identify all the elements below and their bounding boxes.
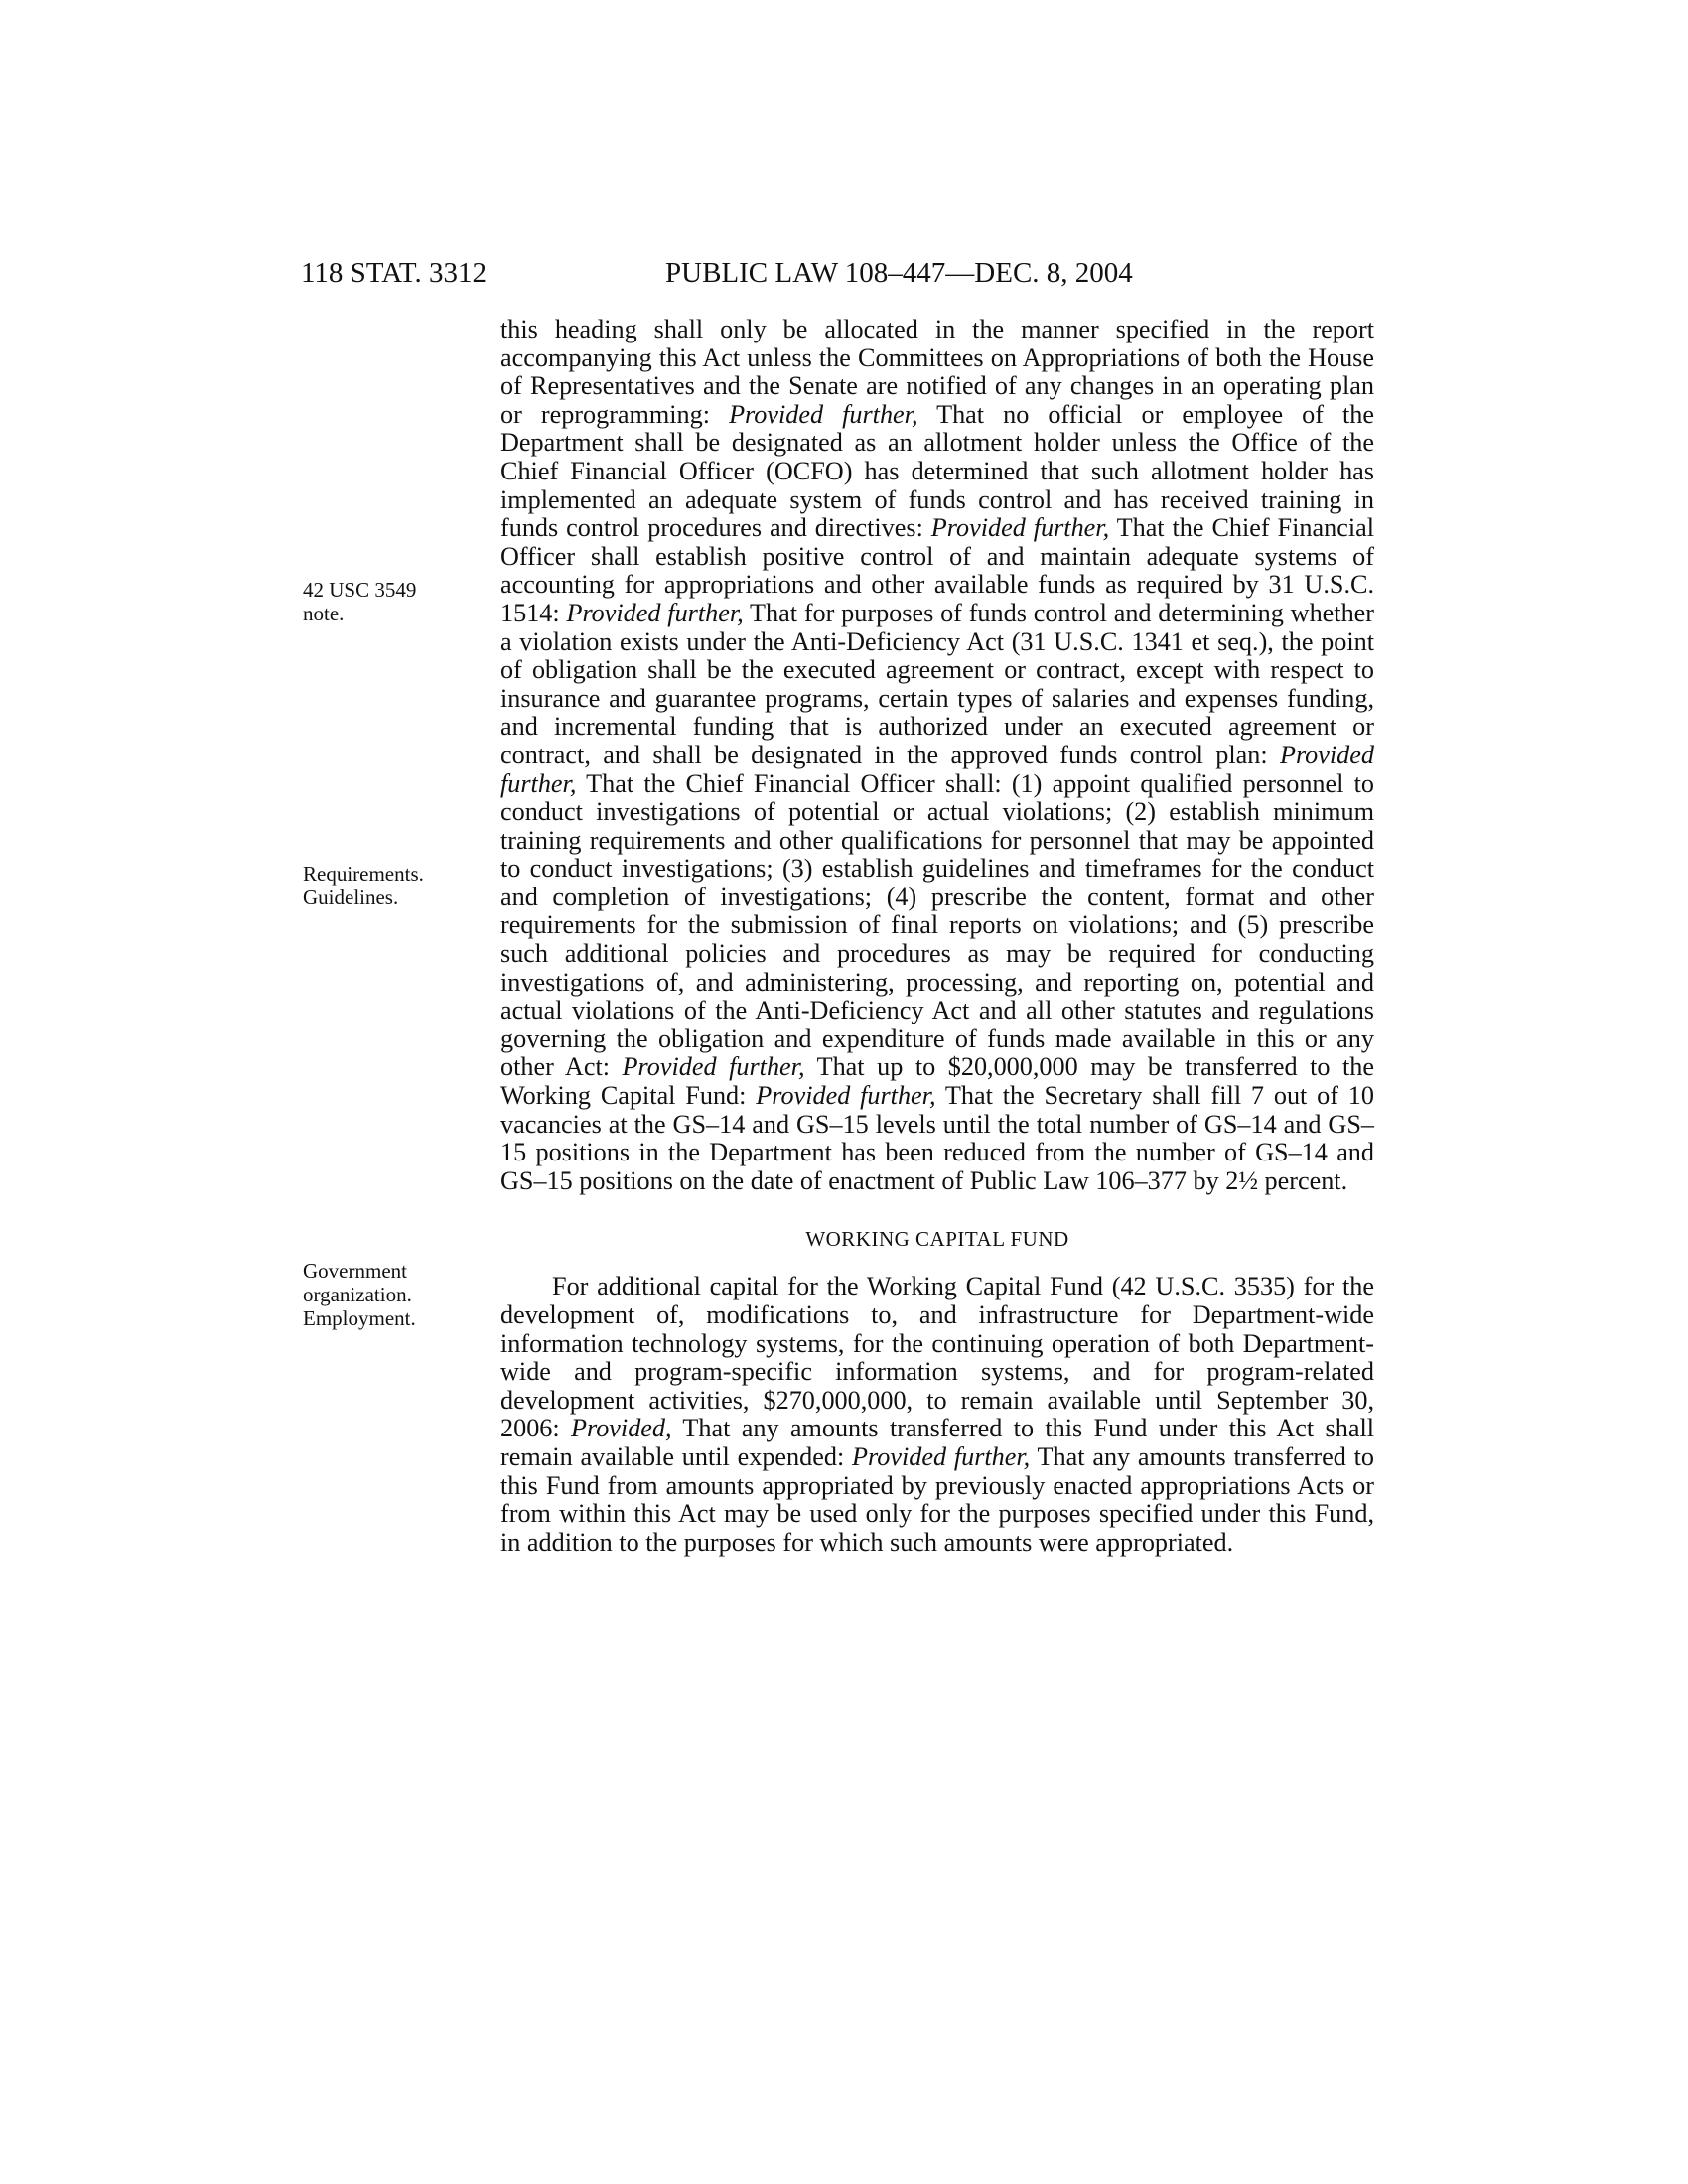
running-head xyxy=(0,253,1688,293)
proviso: Provided further, xyxy=(500,740,1374,798)
margin-note-line: 42 USC 3549 xyxy=(303,578,417,602)
text-run: That up to $20,000,000 may be transferred to the Working Capital Fund: xyxy=(500,1052,1374,1111)
statute-page-number: 118 STAT. 3312 xyxy=(301,257,487,289)
text-run: this heading shall only be allocated in the manner specified in the report accompanying this Act unless the Committees on Appropriations of both the House of Representatives and the Senate are notified of any changes in an operating plan or reprogramming: xyxy=(500,315,1374,429)
proviso: Provided further, xyxy=(756,1081,936,1111)
proviso: Provided further, xyxy=(729,399,918,429)
proviso: Provided further, xyxy=(930,513,1110,543)
margin-note-government xyxy=(303,1259,462,1330)
margin-note-line: Requirements. xyxy=(303,862,424,886)
text-run: That any amounts transferred to this Fund from amounts appropriated by previously enacted appropriations Acts or from within this Act may be used only for the purposes specified under this Fund, in addition to the purposes for which such amounts were appropriated. xyxy=(500,1441,1375,1557)
margin-note-line: organization. xyxy=(303,1283,412,1306)
margin-notes xyxy=(303,0,462,2184)
proviso: Provided further, xyxy=(852,1441,1031,1471)
text-run: That the Chief Financial Officer shall establish positive control of and maintain adequate systems of accounting for appropriations and other available funds as required by 31 U.S.C. 1514: xyxy=(500,513,1375,627)
proviso: Provided further, xyxy=(622,1052,805,1082)
margin-note-line: Government xyxy=(303,1259,407,1283)
text-run: That no official or employee of the Department shall be designated as an allotment holder unless the Office of the Chief Financial Officer (OCFO) has determined that such allotment holder has implemented an adequate system of funds control and has received training in funds control procedures and directives: xyxy=(500,399,1375,543)
text-run: For additional capital for the Working Capital Fund (42 U.S.C. 3535) for the development of, modifications to, and infrastructure for Department-wide information technology systems, for the continuing operation of both Department-wide and program-specific information systems, and for program-related development activities, $270,000,000, to remain available until September 30, 2006: xyxy=(500,1272,1374,1443)
margin-note-line: Employment. xyxy=(303,1306,416,1330)
working-capital-fund-paragraph xyxy=(500,1273,1374,1557)
text-run: That the Secretary shall fill 7 out of 10 vacancies at the GS–14 and GS–15 levels until the total number of GS–14 and GS–15 positions in the Department has been reduced from the number of GS–14 and GS–15 positions on the date of enactment of Public Law 106–377 by 2½ percent. xyxy=(500,1081,1374,1195)
text-run: That the Chief Financial Officer shall: (1) appoint qualified personnel to conduct investigations of potential or actual violations; (2) establish minimum training requirements and other qualifications for personnel that may be appointed to conduct investigations; (3) establish guidelines and timeframes for the conduct and completion of investigations; (4) prescribe the content, format and other requirements for the submission of final reports on violations; and (5) prescribe such additional policies and procedures as may be required for conducting investigations of, and administering, processing, and reporting on, potential and actual violations of the Anti-Deficiency Act and all other statutes and regulations governing the obligation and expenditure of funds made available in this or any other Act: xyxy=(500,768,1374,1082)
section-heading: WORKING CAPITAL FUND xyxy=(805,1227,1069,1252)
continued-paragraph xyxy=(500,316,1374,1195)
margin-note-requirements xyxy=(303,862,462,909)
proviso: Provided further, xyxy=(566,598,744,627)
margin-note-line: Guidelines. xyxy=(303,886,399,909)
main-text xyxy=(500,316,1374,1557)
margin-note-line: note. xyxy=(303,602,345,625)
proviso: Provided, xyxy=(570,1414,672,1443)
text-run: That any amounts transferred to this Fund under this Act shall remain available until expended: xyxy=(500,1414,1374,1471)
public-law-title: PUBLIC LAW 108–447—DEC. 8, 2004 xyxy=(665,257,1133,289)
text-run: That for purposes of funds control and determining whether a violation exists under the Anti-Deficiency Act (31 U.S.C. 1341 et seq.), the point of obligation shall be the executed agreement or contract, except with respect to insurance and guarantee programs, certain types of salaries and expenses funding, and incremental funding that is authorized under an executed agreement or contract, and shall be designated in the approved funds control plan: xyxy=(500,598,1375,769)
margin-note-usc-citation xyxy=(303,578,462,625)
